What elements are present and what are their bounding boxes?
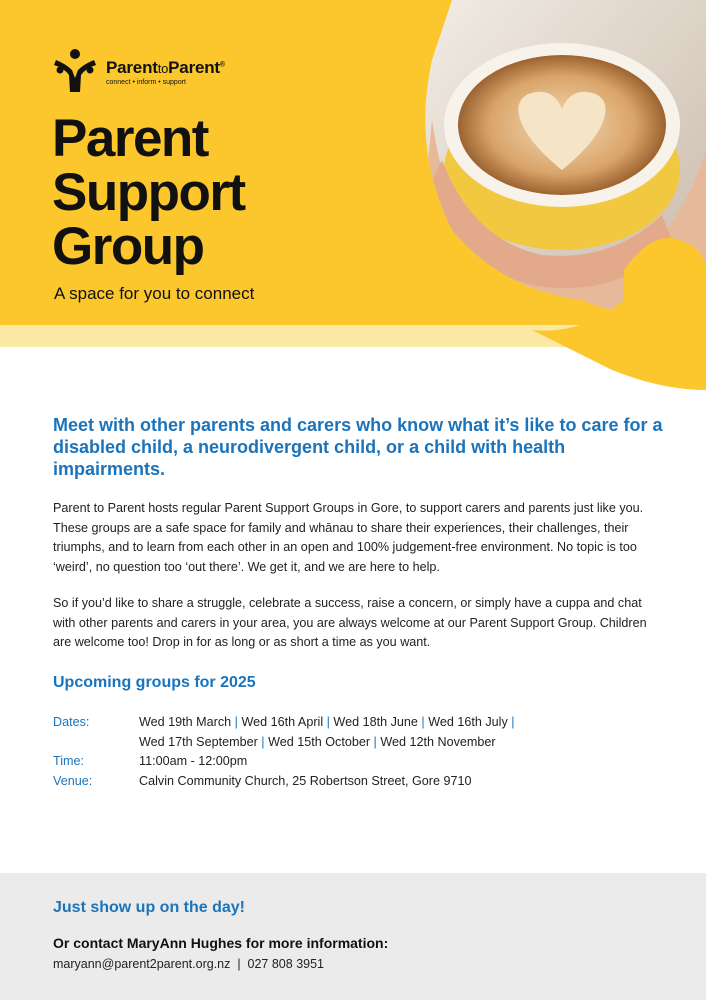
time-label: Time: [53, 754, 85, 768]
date-item: Wed 18th June [333, 715, 418, 729]
brand-name: ParenttoParent® [106, 58, 225, 77]
date-item: Wed 17th September [139, 734, 258, 749]
venue-label: Venue: [53, 773, 93, 788]
contact-divider: | [237, 957, 241, 971]
title-line: Group [52, 217, 204, 276]
dates-row [53, 713, 673, 752]
coffee-cup-photo [412, 0, 706, 390]
call-to-action: Just show up on the day! [53, 899, 246, 916]
date-item: Wed 12th November [380, 734, 496, 749]
date-separator: | [234, 715, 238, 729]
event-details [53, 713, 673, 791]
upcoming-heading: Upcoming groups for 2025 [53, 674, 256, 691]
title-line: Support [52, 163, 245, 222]
date-item: Wed 15th October [268, 734, 371, 749]
dates-value [139, 713, 673, 752]
intro-heading: Meet with other parents and carers who know what it’s like to care for a disabled child, a neurodivergent child, or a child with health impairments. [53, 415, 663, 479]
brand-tagline: connect • inform • support [106, 79, 186, 86]
date-item: Wed 19th March [139, 715, 232, 729]
venue-row [53, 772, 673, 792]
date-separator: | [261, 734, 265, 749]
venue-value: Calvin Community Church, 25 Robertson Street, Gore 9710 [139, 773, 472, 788]
brand-logo[interactable] [52, 48, 252, 94]
people-logo-icon [52, 48, 98, 94]
footer [0, 873, 706, 1000]
date-separator: | [421, 715, 425, 729]
hero-subtitle: A space for you to connect [54, 284, 255, 303]
date-separator: | [373, 734, 377, 749]
body-paragraph: So if you’d like to share a struggle, celebrate a success, raise a concern, or simply have a cuppa and chat with other parents and carers in your area, you are always welcome at our Parent Support Group. Children are welcome too! Drop in for as long or as short a time as you want. [53, 596, 647, 649]
contact-line [53, 957, 324, 971]
body-paragraph: Parent to Parent hosts regular Parent Support Groups in Gore, to support carers and parents just like you. These groups are a safe space for family and whānau to share their experiences, their challenges, their triumphs, and to learn from each other in an open and 100% judgement-free environment. No topic is too ‘weird’, no question too ‘out there’. We get it, and we are here to help. [53, 501, 644, 574]
date-separator: | [326, 715, 330, 729]
dates-label: Dates: [53, 715, 90, 729]
time-row [53, 752, 673, 772]
time-value: 11:00am - 12:00pm [139, 754, 248, 768]
phone-link[interactable]: 027 808 3951 [247, 957, 324, 971]
date-separator: | [511, 715, 515, 729]
contact-heading: Or contact MaryAnn Hughes for more information: [53, 935, 389, 951]
date-item: Wed 16th July [428, 715, 508, 729]
page-title [52, 109, 245, 276]
email-link[interactable]: maryann@parent2parent.org.nz [53, 957, 231, 971]
date-item: Wed 16th April [241, 715, 324, 729]
title-line: Parent [52, 109, 208, 168]
